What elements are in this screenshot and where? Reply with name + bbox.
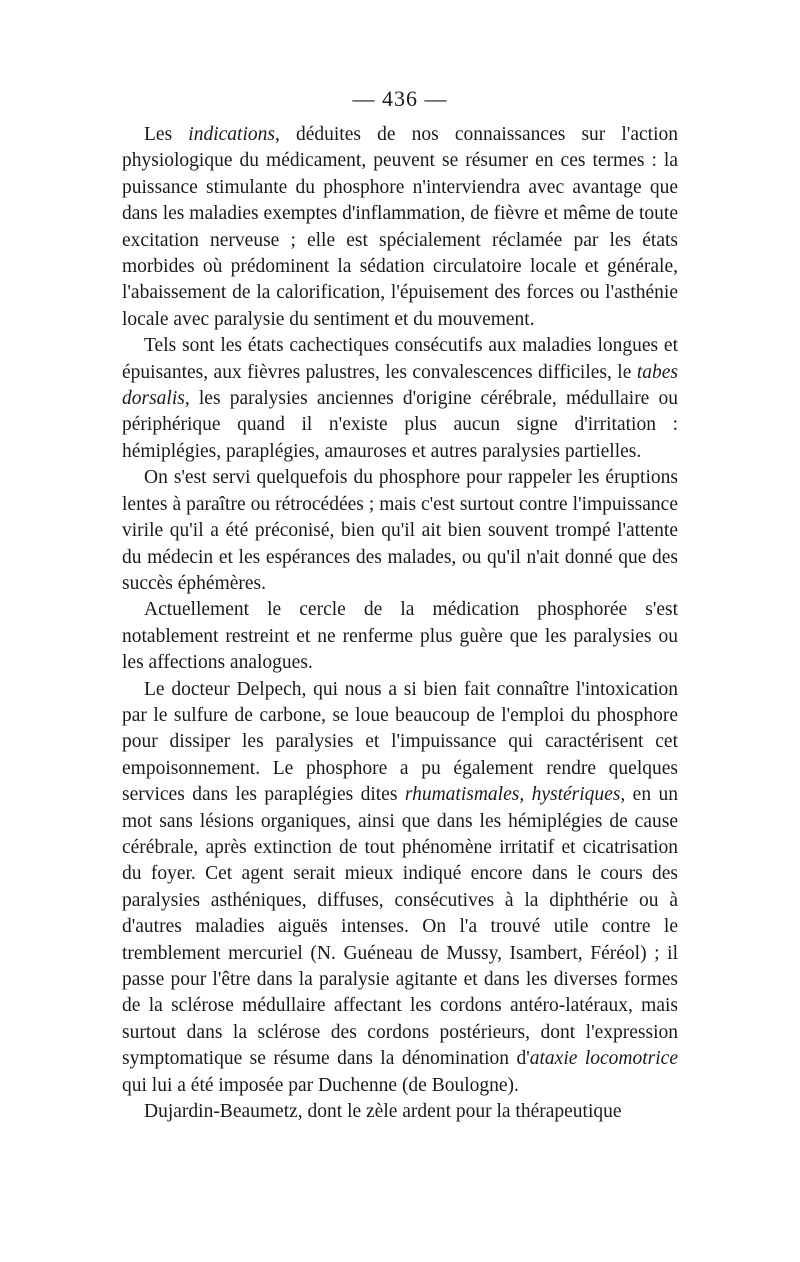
text-run: Actuellement le cercle de la médication phosphorée s'est notablement restreint et ne renferme plus guère que les paralysies ou les affections analogues. bbox=[122, 599, 678, 674]
paragraph bbox=[122, 597, 678, 676]
text-run: Tels sont les états cachectiques consécutifs aux maladies longues et épuisantes, aux fièvres palustres, les convalescences difficiles, le bbox=[122, 335, 678, 383]
paragraph bbox=[122, 677, 678, 1100]
italic-text: rhumatismales, hystériques bbox=[404, 784, 621, 806]
body-text bbox=[122, 122, 678, 1125]
italic-text: indications bbox=[188, 124, 275, 145]
paragraph bbox=[122, 1099, 678, 1125]
paragraph bbox=[122, 333, 678, 465]
text-run: Dujardin-Beaumetz, dont le zèle ardent pour la thérapeutique bbox=[144, 1101, 622, 1123]
paragraph bbox=[122, 465, 678, 597]
italic-text: ataxie locomotrice bbox=[529, 1048, 678, 1070]
text-run: Le docteur Delpech, qui nous a si bien fait connaître l'intoxication par le sulfure de carbone, se loue beaucoup de l'emploi du phosphore pour dissiper les paralysies et l'impuissance qui caractérisent cet empoisonnement. Le phosphore a pu également rendre quelques services dans les paraplégies dites bbox=[122, 678, 678, 806]
text-run: , les paralysies anciennes d'origine cérébrale, médullaire ou périphérique quand il n'existe plus aucun signe d'irritation : hémiplégies, paraplégies, amauroses et autres paralysies partielles. bbox=[122, 388, 678, 462]
text-run: Les bbox=[144, 124, 189, 145]
paragraph bbox=[122, 122, 678, 333]
text-run: On s'est servi quelquefois du phosphore pour rappeler les éruptions lentes à paraître ou rétrocédées ; mais c'est surtout contre l'impuissance virile qu'il a été préconisé, bien qu'il ait bien souvent trompé l'attente du médecin et les espérances des malades, ou qu'il n'ait donné que des succès éphémères. bbox=[122, 467, 678, 594]
text-run: , déduites de nos connaissances sur l'action physiologique du médicament, peuvent se résumer en ces termes : la puissance stimulante du phosphore n'interviendra avec avantage que dans les maladies exemptes d'inflammation, de fièvre et même de toute excitation nerveuse ; elle est spécialement réclamée par les états morbides où prédominent la sédation circulatoire locale et générale, l'abaissement de la calorification, l'épuisement des forces ou l'asthénie locale avec paralysie du sentiment et du mouvement. bbox=[122, 124, 678, 330]
italic-text: tabes dorsalis bbox=[122, 361, 678, 410]
text-run: qui lui a été imposée par Duchenne (de Boulogne). bbox=[122, 1074, 519, 1096]
page-number: — 436 — bbox=[352, 86, 448, 111]
text-run: , en un mot sans lésions organiques, ainsi que dans les hémiplégies de cause cérébrale, après extinction de tout phénomène irritatif et cicatrisation du foyer. Cet agent serait mieux indiqué encore dans le cours des paralysies asthéniques, diffuses, consécutives à la diphthérie ou à d'autres maladies aiguës intenses. On l'a trouvé utile contre le tremblement mercuriel (N. Guéneau de Mussy, Isambert, Féréol) ; il passe pour l'être dans la paralysie agitante et dans les diverses formes de la sclérose médullaire affectant les cordons antéro-latéraux, mais surtout dans la sclérose des cordons postérieurs, dont l'expression symptomatique se résume dans la dénomination d' bbox=[122, 784, 678, 1070]
